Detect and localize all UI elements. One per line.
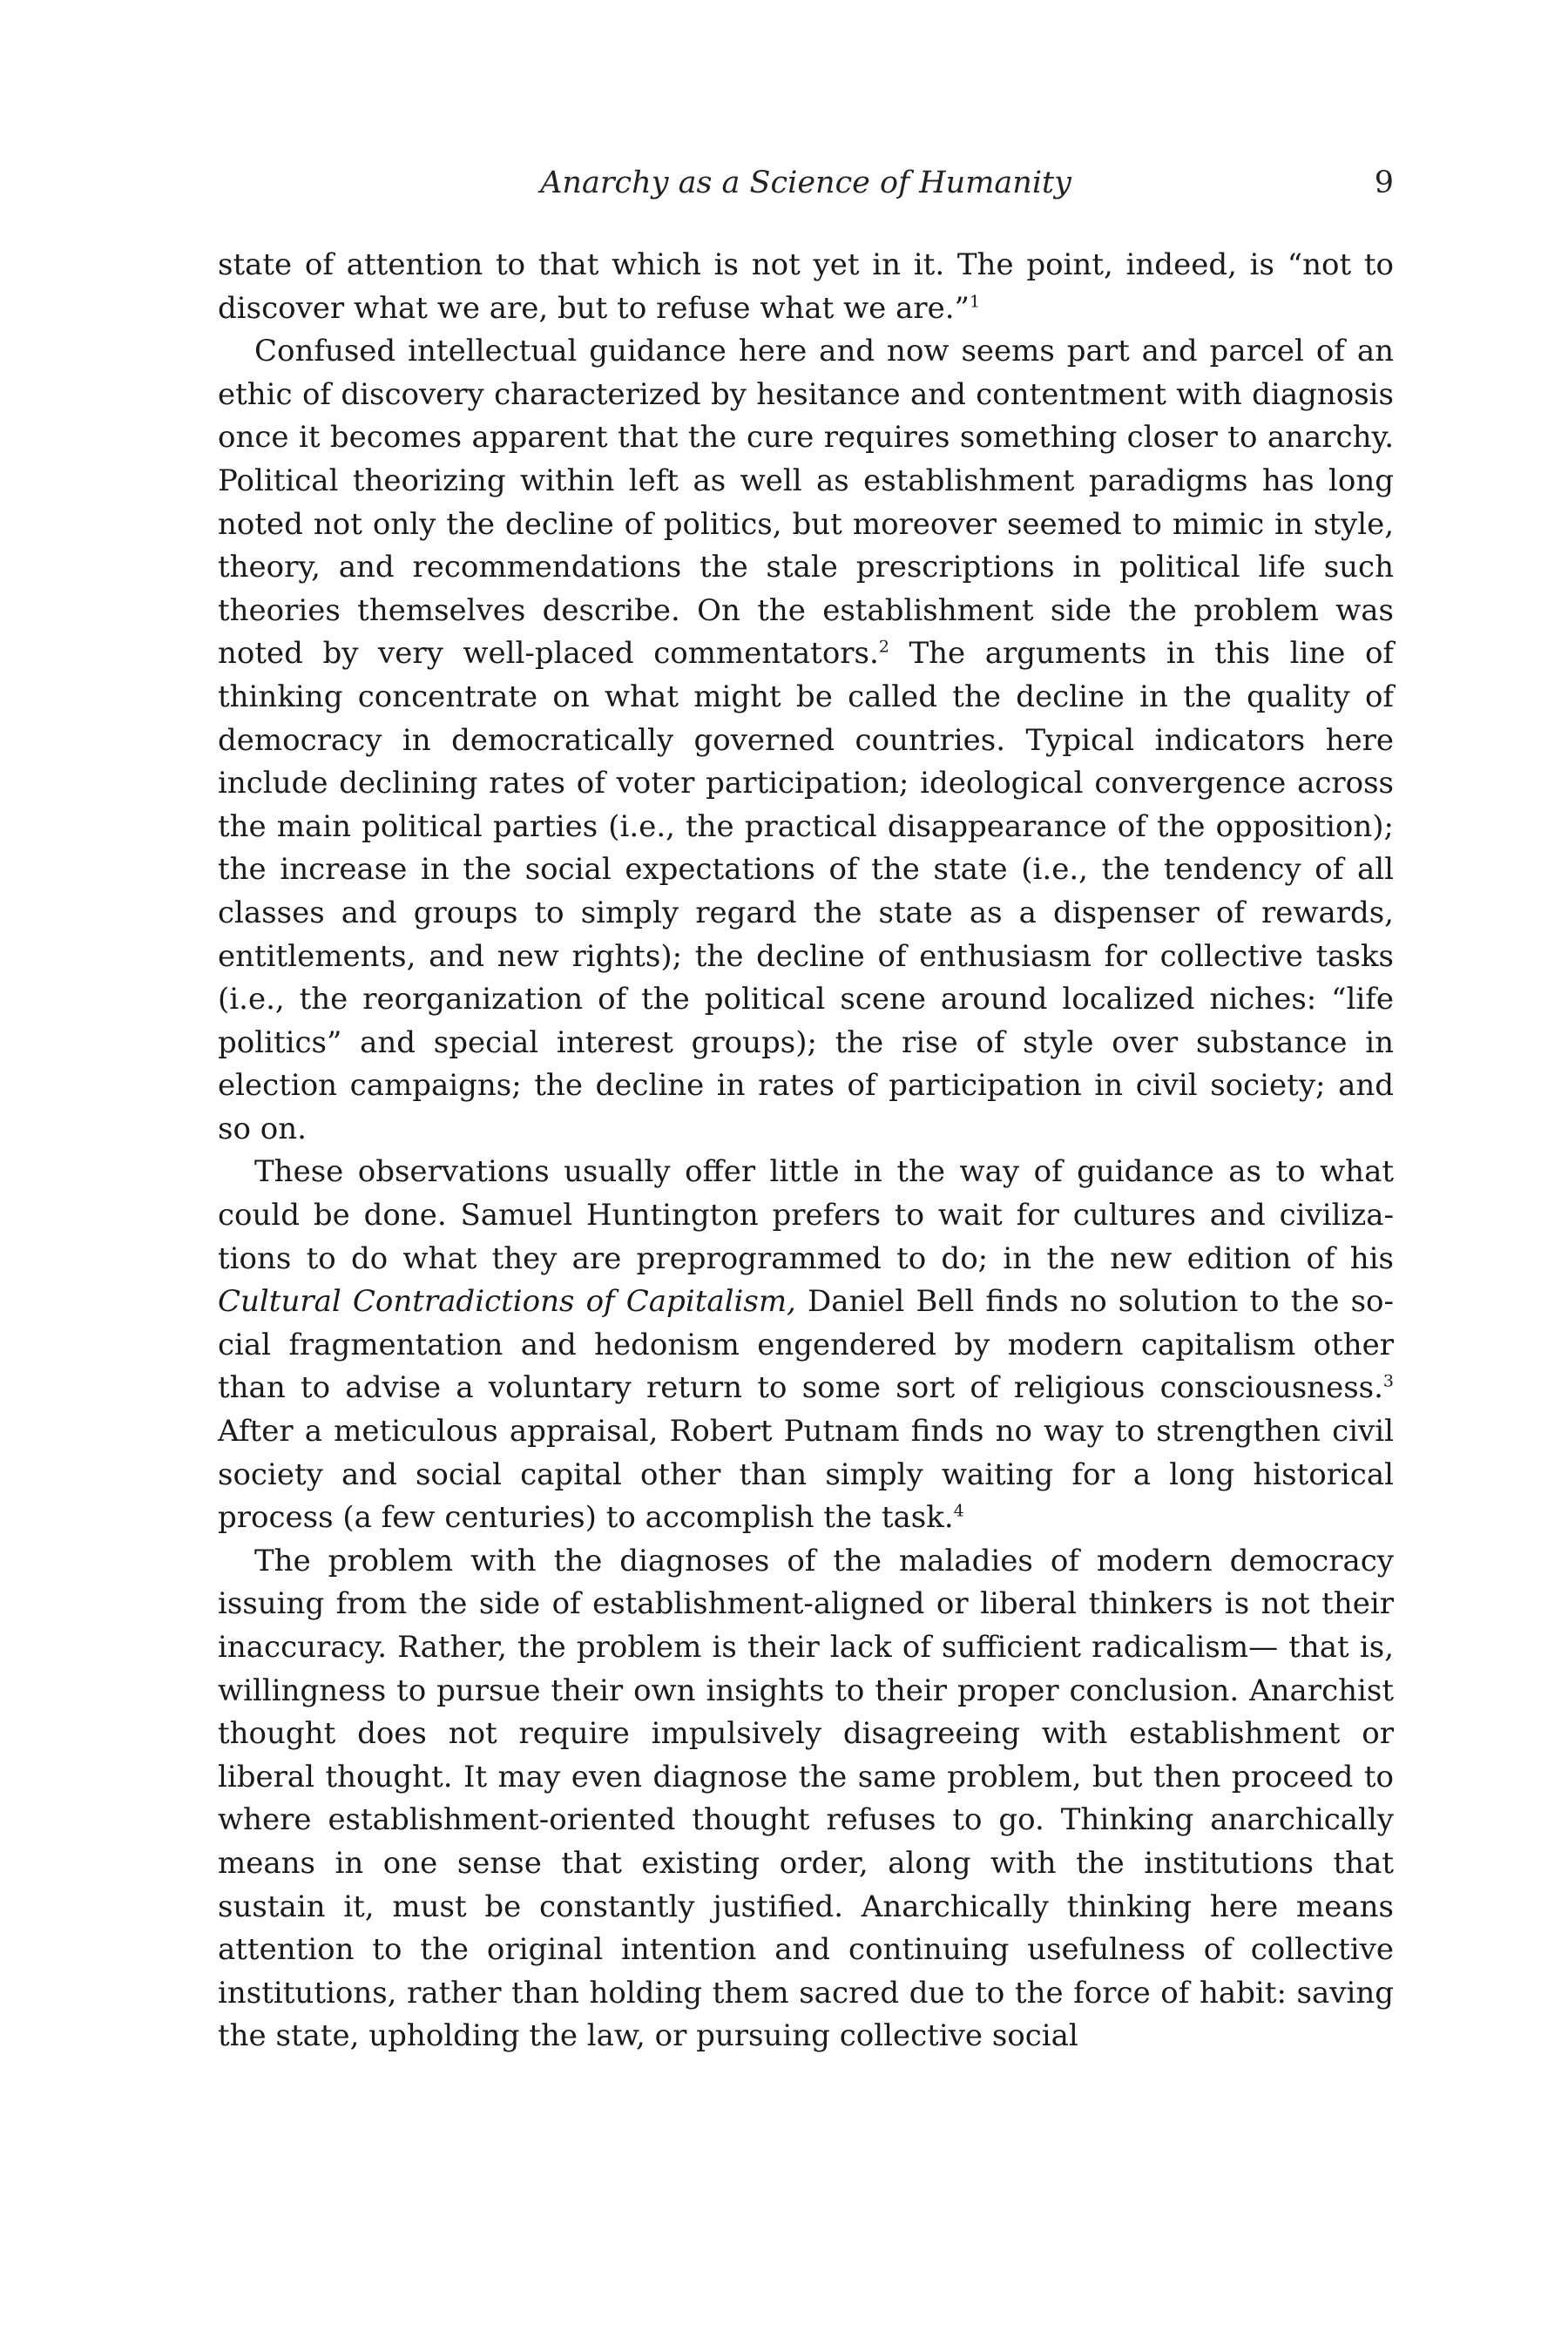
paragraph-text: state of attention to that which is not yet in it. The point, indeed, is “not to discover what we are, but to refuse what we are.” [218,247,1394,326]
paragraph-confused-guidance [218,330,1394,1151]
footnote-marker-1: 1 [969,292,981,312]
page-number: 9 [1374,166,1394,200]
paragraph-continuation [218,244,1394,330]
paragraph-text: The problem with the diagnoses of the maladies of modern democracy issuing from the side of establishment-aligned or liberal thinkers is not their inaccuracy. Rather, the problem is their lack of sufficient radicalism— that is, willingness to pursue their own insights to their proper conclusion. Anarchist thought does not require impulsively disagreeing with establishment or liberal thought. It may even diagnose the same problem, but then proceed to where establishment-oriented thought refuses to go. Thinking anarchically means in one sense that existing order, along with the institutions that sustain it, must be constantly justified. Anarchically thinking here means attention to the original intention and continuing usefulness of collective institutions, rather than holding them sacred due to the force of habit: saving the state, upholding the law, or pursuing collective social [218,1543,1394,2054]
paragraph-observations [218,1151,1394,1539]
body-text [218,244,1394,2058]
paragraph-text: After a meticulous appraisal, Robert Putnam finds no way to strengthen civil society and social capital other than simply waiting for a long historical process (a few centuries) to accomplish the task. [218,1414,1394,1536]
footnote-marker-3: 3 [1382,1372,1394,1392]
book-title: Cultural Contradictions of Capitalism, [218,1284,796,1320]
paragraph-text: The arguments in this line of thinking concentrate on what might be called the decline in the quality of democracy in democratically governed countries. Typical indicators here include declining rates of voter participation; ideological convergence across the main political parties (i.e., the practical disappearance of the opposition); the increase in the social expectations of the state (i.e., the tendency of all classes and groups to simply regard the state as a dispenser of rewards, entitlements, and new rights); the decline of enthusiasm for collective tasks (i.e., the reorganization of the political scene around localized niches: “life politics” and special interest groups); the rise of style over substance in election campaigns; the decline in rates of participation in civil society; and so on. [218,636,1394,1146]
paragraph-problem-diagnoses [218,1540,1394,2058]
paragraph-text: Daniel Bell finds no solution to the social fragmentation and hedonism engendered by modern capitalism other than to advise a voluntary return to some sort of religious consciousness. [218,1284,1394,1406]
footnote-marker-2: 2 [878,638,889,658]
footnote-marker-4: 4 [953,1501,964,1521]
running-title: Anarchy as a Science of Humanity [540,166,1071,200]
paragraph-text: Confused intellectual guidance here and now seems part and parcel of an ethic of discovery characterized by hesitance and contentment with diagnosis once it becomes apparent that the cure requires something closer to anarchy. Political theorizing within left as well as establishment paradigms has long noted not only the decline of politics, but moreover seemed to mimic in style, theory, and recommendations the stale prescriptions in political life such theories themselves describe. On the establishment side the problem was noted by very well-placed commentators. [218,334,1394,672]
running-head [218,166,1394,211]
paragraph-text: These observations usually offer little in the way of guidance as to what could be done. Samuel Huntington prefers to wait for cultures and civilizations to do what they are preprogrammed to do; in the new edition of his [218,1154,1394,1276]
